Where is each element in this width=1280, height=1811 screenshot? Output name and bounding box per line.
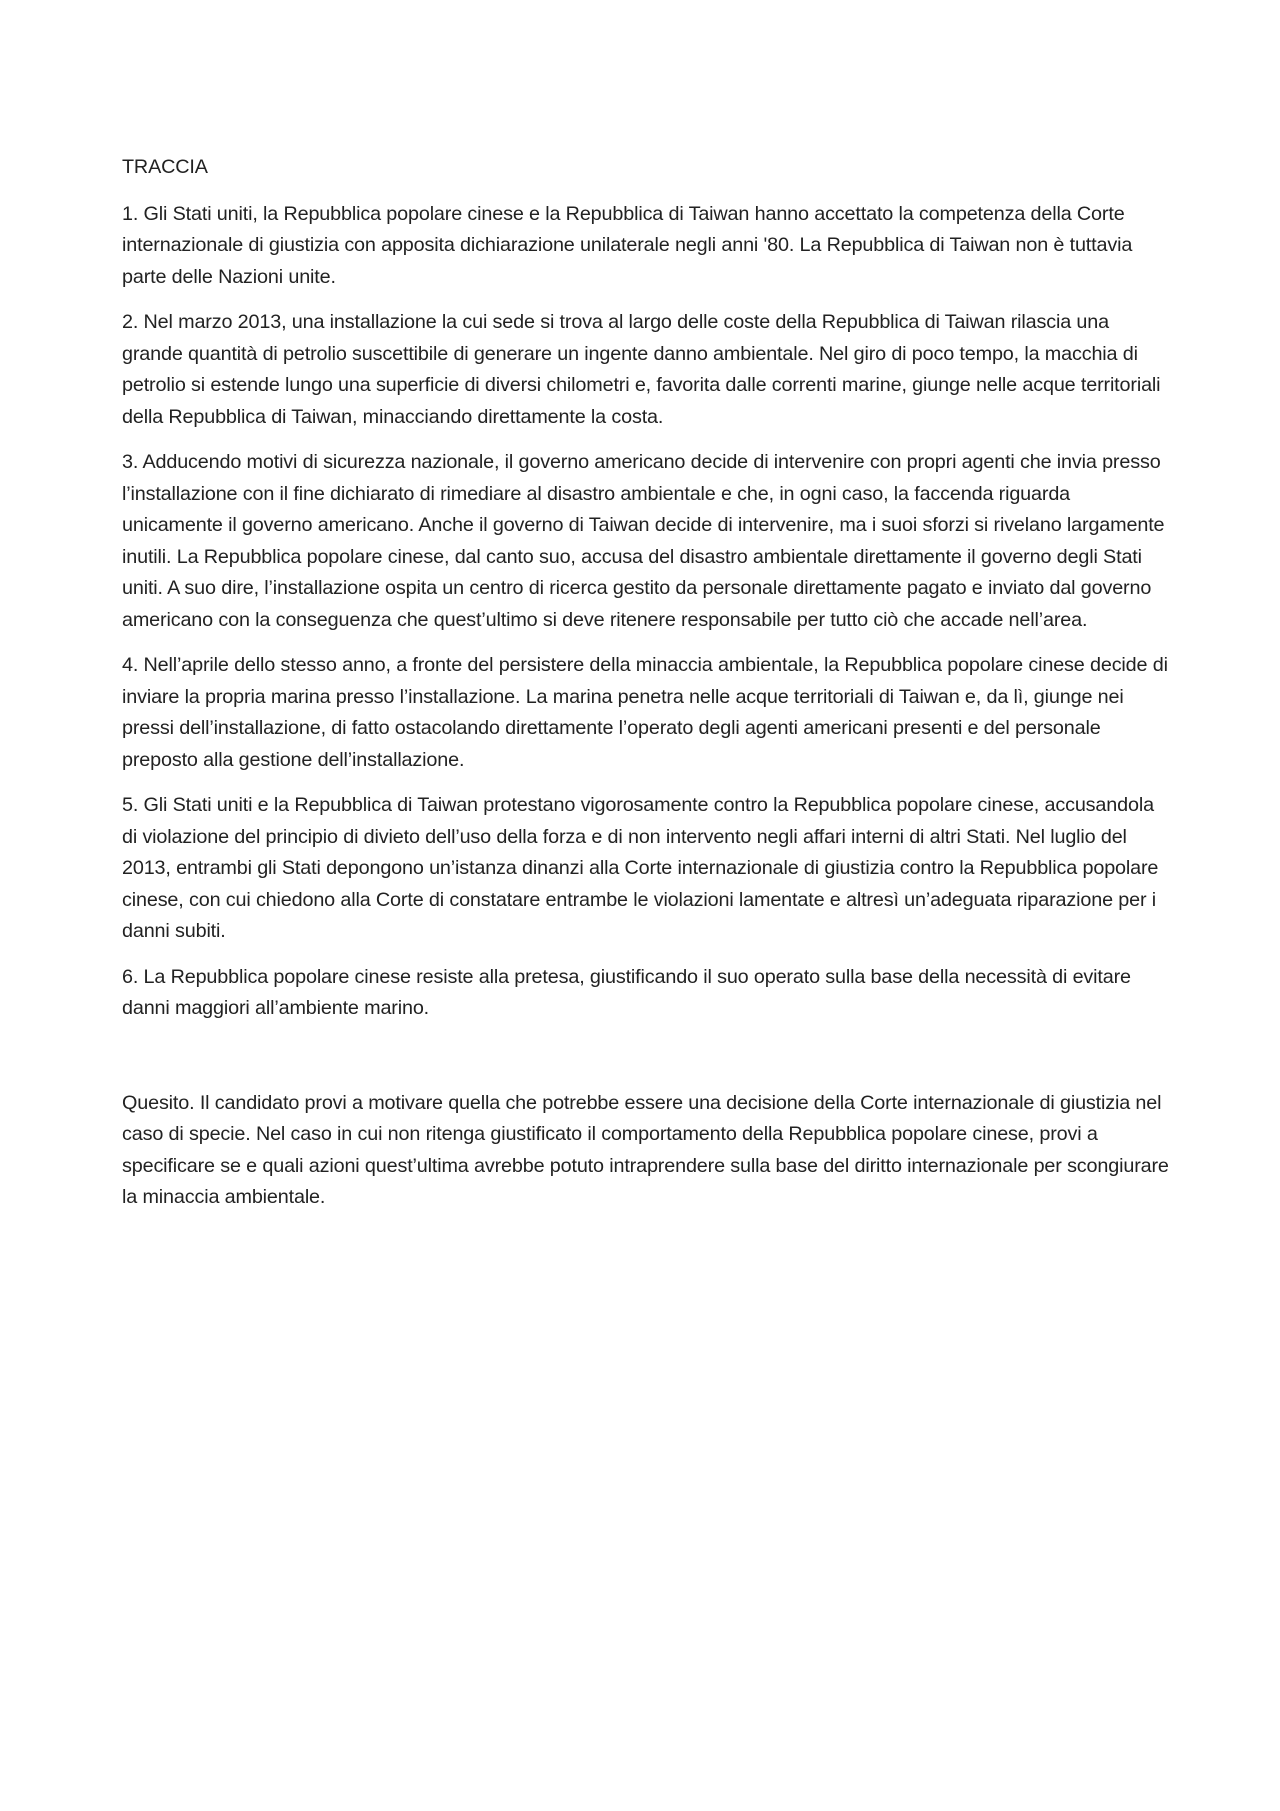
document-title: TRACCIA	[122, 156, 208, 178]
paragraph-1: 1. Gli Stati uniti, la Repubblica popolare cinese e la Repubblica di Taiwan hanno accettato la competenza della Corte internazionale di giustizia con apposita dichiarazione unilaterale negli anni '80. La Repubblica di Taiwan non è tuttavia parte delle Nazioni unite.	[122, 202, 1133, 288]
document-body	[122, 152, 1172, 1228]
blank-space	[122, 1039, 1172, 1088]
paragraph-4: 4. Nell’aprile dello stesso anno, a fronte del persistere della minaccia ambientale, la Repubblica popolare cinese decide di inviare la propria marina presso l’installazione. La marina penetra nelle acque territoriali di Taiwan e, da lì, giunge nei pressi dell’installazione, di fatto ostacolando direttamente l’operato degli agenti americani presenti e del personale preposto alla gestione dell’installazione.	[122, 654, 1168, 771]
paragraph-2: 2. Nel marzo 2013, una installazione la cui sede si trova al largo delle coste della Repubblica di Taiwan rilascia una grande quantità di petrolio suscettibile di generare un ingente danno ambientale. Nel giro di poco tempo, la macchia di petrolio si estende lungo una superficie di diversi chilometri e, favorita dalle correnti marine, giunge nelle acque territoriali della Repubblica di Taiwan, minacciando direttamente la costa.	[122, 311, 1161, 428]
paragraph-6: 6. La Repubblica popolare cinese resiste alla pretesa, giustificando il suo operato sulla base della necessità di evitare danni maggiori all’ambiente marino.	[122, 965, 1131, 1019]
paragraph-3: 3. Adducendo motivi di sicurezza nazionale, il governo americano decide di intervenire con propri agenti che invia presso l’installazione con il fine dichiarato di rimediare al disastro ambientale e che, in ogni caso, la faccenda riguarda unicamente il governo americano. Anche il governo di Taiwan decide di intervenire, ma i suoi sforzi si rivelano largamente inutili. La Repubblica popolare cinese, dal canto suo, accusa del disastro ambientale direttamente il governo degli Stati uniti. A suo dire, l’installazione ospita un centro di ricerca gestito da personale direttamente pagato e inviato dal governo americano con la conseguenza che quest’ultimo si deve ritenere responsabile per tutto ciò che accade nell’area.	[122, 451, 1165, 631]
question-paragraph: Quesito. Il candidato provi a motivare quella che potrebbe essere una decisione della Corte internazionale di giustizia nel caso di specie. Nel caso in cui non ritenga giustificato il comportamento della Repubblica popolare cinese, provi a specificare se e quali azioni quest’ultima avrebbe potuto intraprendere sulla base del diritto internazionale per scongiurare la minaccia ambientale.	[122, 1091, 1169, 1208]
paragraph-5: 5. Gli Stati uniti e la Repubblica di Taiwan protestano vigorosamente contro la Repubblica popolare cinese, accusandola di violazione del principio di divieto dell’uso della forza e di non intervento negli affari interni di altri Stati. Nel luglio del 2013, entrambi gli Stati depongono un’istanza dinanzi alla Corte internazionale di giustizia contro la Repubblica popolare cinese, con cui chiedono alla Corte di constatare entrambe le violazioni lamentate e altresì un’adeguata riparazione per i danni subiti.	[122, 794, 1159, 942]
